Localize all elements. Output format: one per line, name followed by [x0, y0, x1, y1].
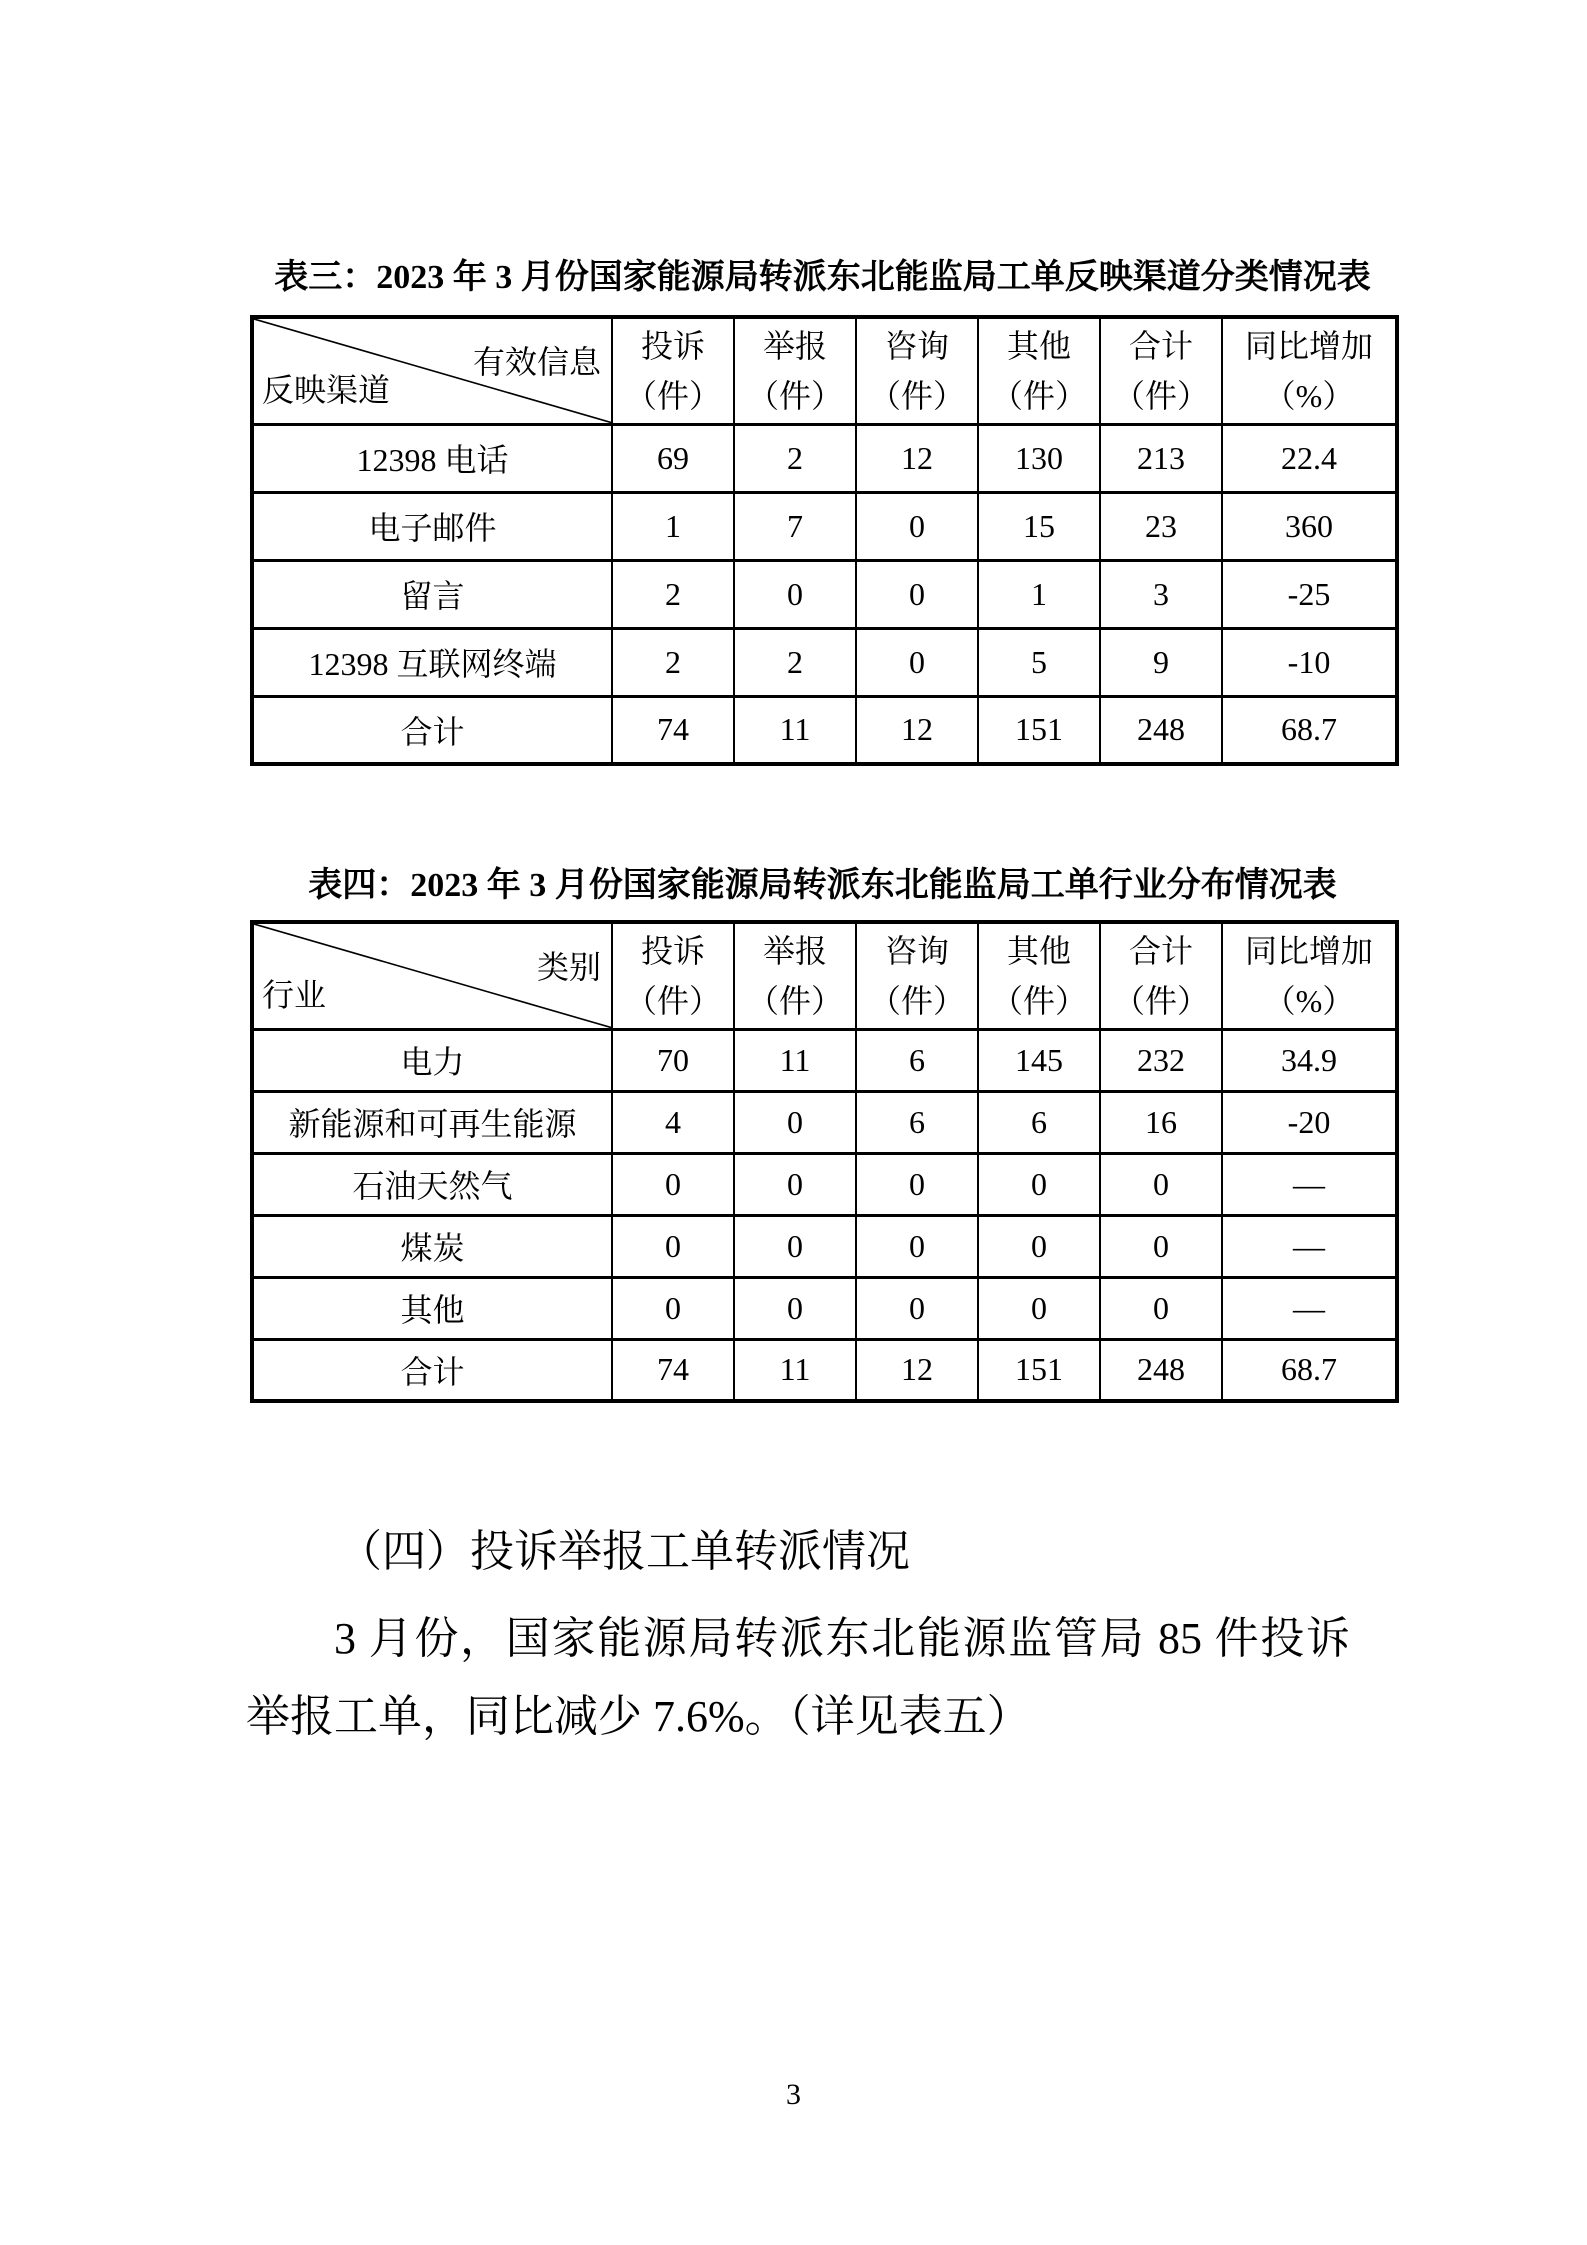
value-cell: 68.7 [1222, 696, 1397, 764]
value-cell: 6 [856, 1091, 978, 1153]
column-header [1100, 317, 1222, 424]
table4-container [250, 920, 1399, 1403]
value-cell: 130 [978, 424, 1100, 492]
value-cell: 145 [978, 1029, 1100, 1091]
column-header-line2: （件） [624, 377, 721, 414]
table3-container [250, 315, 1399, 766]
column-header-line2: （件） [868, 377, 965, 414]
column-header-line2: （件） [1112, 982, 1209, 1019]
value-cell: 23 [1100, 492, 1222, 560]
value-cell: 15 [978, 492, 1100, 560]
value-cell: 0 [734, 1153, 856, 1215]
column-header-line2: （件） [1112, 377, 1209, 414]
column-header [734, 922, 856, 1029]
value-cell: 11 [734, 1339, 856, 1401]
value-cell: 0 [978, 1153, 1100, 1215]
table-row [252, 1091, 1397, 1153]
column-header-line2: （件） [746, 377, 843, 414]
value-cell: 0 [734, 1277, 856, 1339]
value-cell: 0 [856, 1215, 978, 1277]
column-header [1222, 922, 1397, 1029]
value-cell: 0 [978, 1277, 1100, 1339]
table3-title: 表三：2023 年 3 月份国家能源局转派东北能监局工单反映渠道分类情况表 [274, 259, 1371, 296]
table4 [250, 920, 1399, 1403]
column-header [734, 317, 856, 424]
column-header-line1: 投诉 [640, 327, 705, 364]
row-label: 12398 互联网终端 [252, 628, 612, 696]
value-cell: 232 [1100, 1029, 1222, 1091]
row-label: 电子邮件 [252, 492, 612, 560]
column-header-line1: 投诉 [640, 932, 705, 969]
value-cell: 22.4 [1222, 424, 1397, 492]
value-cell: 74 [612, 696, 734, 764]
column-header-line2: （件） [624, 982, 721, 1019]
value-cell: 11 [734, 1029, 856, 1091]
value-cell: 5 [978, 628, 1100, 696]
page-number: 3 [786, 2078, 801, 2111]
row-label: 留言 [252, 560, 612, 628]
value-cell: 360 [1222, 492, 1397, 560]
row-label: 合计 [252, 1339, 612, 1401]
value-cell: 0 [612, 1153, 734, 1215]
value-cell: 74 [612, 1339, 734, 1401]
column-header-line2: （件） [868, 982, 965, 1019]
value-cell: 4 [612, 1091, 734, 1153]
value-cell: — [1222, 1215, 1397, 1277]
corner-cell [252, 317, 612, 424]
table4-title: 表四：2023 年 3 月份国家能源局转派东北能监局工单行业分布情况表 [308, 867, 1337, 904]
table-row [252, 696, 1397, 764]
value-cell: 2 [734, 424, 856, 492]
column-header [1222, 317, 1397, 424]
value-cell: 0 [1100, 1153, 1222, 1215]
column-header [1100, 922, 1222, 1029]
value-cell: 12 [856, 1339, 978, 1401]
table-row [252, 424, 1397, 492]
value-cell: 0 [978, 1215, 1100, 1277]
value-cell: 16 [1100, 1091, 1222, 1153]
column-header-line2: （件） [990, 377, 1087, 414]
column-header-line1: 举报 [762, 327, 827, 364]
value-cell: 0 [856, 560, 978, 628]
value-cell: 248 [1100, 696, 1222, 764]
value-cell: 0 [856, 628, 978, 696]
column-header-line2: （件） [746, 982, 843, 1019]
value-cell: 213 [1100, 424, 1222, 492]
value-cell: 0 [734, 1215, 856, 1277]
table3-header-row [252, 317, 1397, 424]
value-cell: 2 [612, 628, 734, 696]
column-header [612, 317, 734, 424]
table-row [252, 560, 1397, 628]
column-header-line1: 咨询 [884, 932, 949, 969]
corner-top-label: 类别 [536, 949, 601, 985]
value-cell: 34.9 [1222, 1029, 1397, 1091]
column-header-line2: （%） [1263, 982, 1355, 1019]
table-row [252, 492, 1397, 560]
row-label: 新能源和可再生能源 [252, 1091, 612, 1153]
corner-cell [252, 922, 612, 1029]
corner-bottom-label: 行业 [262, 976, 327, 1013]
value-cell: -10 [1222, 628, 1397, 696]
value-cell: 3 [1100, 560, 1222, 628]
column-header-line1: 举报 [762, 932, 827, 969]
table-row [252, 1153, 1397, 1215]
value-cell: 7 [734, 492, 856, 560]
value-cell: 0 [1100, 1215, 1222, 1277]
column-header-line1: 合计 [1128, 932, 1193, 969]
column-header-line1: 合计 [1128, 327, 1193, 364]
value-cell: — [1222, 1153, 1397, 1215]
column-header-line1: 同比增加 [1244, 327, 1373, 364]
value-cell: 0 [612, 1277, 734, 1339]
value-cell: -25 [1222, 560, 1397, 628]
value-cell: -20 [1222, 1091, 1397, 1153]
value-cell: 151 [978, 1339, 1100, 1401]
value-cell: 12 [856, 424, 978, 492]
table-row [252, 1029, 1397, 1091]
value-cell: 1 [978, 560, 1100, 628]
value-cell: 0 [612, 1215, 734, 1277]
column-header [856, 922, 978, 1029]
column-header-line2: （%） [1263, 377, 1355, 414]
value-cell: 0 [1100, 1277, 1222, 1339]
row-label: 12398 电话 [252, 424, 612, 492]
corner-top-label: 有效信息 [472, 344, 601, 380]
row-label: 电力 [252, 1029, 612, 1091]
value-cell: 1 [612, 492, 734, 560]
body-paragraph: 3 月份，国家能源局转派东北能源监管局 85 件投诉举报工单，同比减少 7.6%。（详见表五） [246, 1614, 1350, 1741]
row-label: 石油天然气 [252, 1153, 612, 1215]
value-cell: 2 [612, 560, 734, 628]
column-header-line1: 咨询 [884, 327, 949, 364]
corner-bottom-label: 反映渠道 [262, 371, 391, 408]
value-cell: 0 [856, 492, 978, 560]
value-cell: 6 [856, 1029, 978, 1091]
table-row [252, 1215, 1397, 1277]
value-cell: 0 [856, 1153, 978, 1215]
value-cell: 151 [978, 696, 1100, 764]
value-cell: 0 [734, 1091, 856, 1153]
row-label: 其他 [252, 1277, 612, 1339]
column-header [978, 317, 1100, 424]
table4-header-row [252, 922, 1397, 1029]
column-header [978, 922, 1100, 1029]
value-cell: 248 [1100, 1339, 1222, 1401]
value-cell: 2 [734, 628, 856, 696]
value-cell: 0 [734, 560, 856, 628]
table-row [252, 1277, 1397, 1339]
value-cell: 12 [856, 696, 978, 764]
value-cell: 11 [734, 696, 856, 764]
column-header [612, 922, 734, 1029]
value-cell: 69 [612, 424, 734, 492]
table-row [252, 628, 1397, 696]
value-cell: — [1222, 1277, 1397, 1339]
row-label: 煤炭 [252, 1215, 612, 1277]
table3 [250, 315, 1399, 766]
table-row [252, 1339, 1397, 1401]
value-cell: 6 [978, 1091, 1100, 1153]
value-cell: 9 [1100, 628, 1222, 696]
value-cell: 0 [856, 1277, 978, 1339]
column-header-line1: 同比增加 [1244, 932, 1373, 969]
value-cell: 70 [612, 1029, 734, 1091]
value-cell: 68.7 [1222, 1339, 1397, 1401]
section-heading: （四）投诉举报工单转派情况 [338, 1527, 910, 1576]
column-header [856, 317, 978, 424]
column-header-line1: 其他 [1006, 327, 1071, 364]
row-label: 合计 [252, 696, 612, 764]
column-header-line1: 其他 [1006, 932, 1071, 969]
column-header-line2: （件） [990, 982, 1087, 1019]
